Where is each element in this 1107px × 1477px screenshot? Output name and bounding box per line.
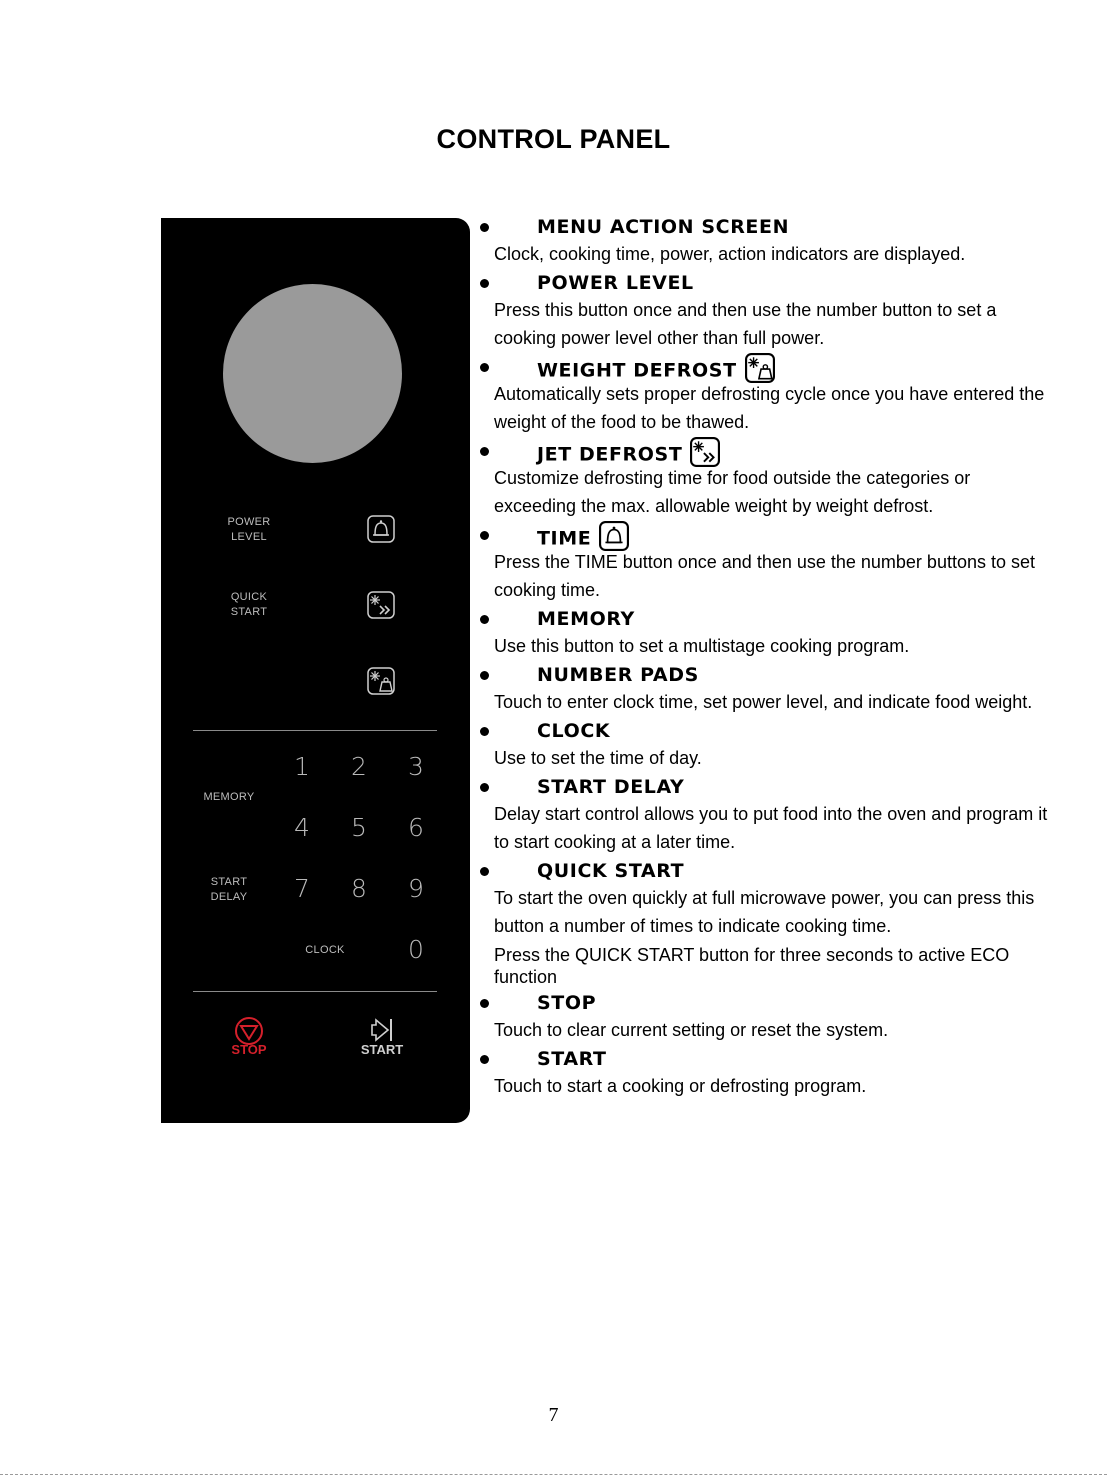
bullet xyxy=(480,867,489,876)
item-description: Automatically sets proper defrosting cycle once you have entered the weight of the food to be thawed. xyxy=(494,384,1045,432)
bullet xyxy=(480,279,489,288)
stop-label: STOP xyxy=(231,1042,267,1057)
item-description: Touch to enter clock time, set power level, and indicate food weight. xyxy=(494,692,1033,712)
bullet xyxy=(480,223,489,232)
control-panel-illustration xyxy=(161,218,470,1123)
bullet xyxy=(480,783,489,792)
item-heading: QUICK START xyxy=(494,856,1054,884)
item-description: To start the oven quickly at full microwave power, you can press this button a number of times to indicate cooking time. xyxy=(494,888,1035,936)
clock-label: CLOCK xyxy=(305,944,345,956)
menu-action-screen xyxy=(223,284,402,463)
bullet xyxy=(480,727,489,736)
key-3: 3 xyxy=(408,752,424,781)
page-edge-line xyxy=(0,1474,1107,1475)
bullet xyxy=(480,999,489,1008)
bullet xyxy=(480,615,489,624)
bullet xyxy=(480,363,489,372)
bullet xyxy=(480,531,489,540)
start-delay-label: START DELAY xyxy=(210,876,248,903)
panel-divider xyxy=(193,730,437,731)
item-description: Customize defrosting time for food outside the categories or exceeding the max. allowable weight by weight defrost. xyxy=(494,468,971,516)
control-descriptions xyxy=(494,212,1054,1100)
jet-defrost-icon xyxy=(690,437,720,467)
key-1: 1 xyxy=(294,752,310,781)
key-9: 9 xyxy=(408,874,424,903)
item-heading: TIME xyxy=(494,520,1054,548)
item-heading: START xyxy=(494,1044,1054,1072)
key-6: 6 xyxy=(408,813,424,842)
item-description: Press the TIME button once and then use the number buttons to set cooking time. xyxy=(494,552,1036,600)
quick-start-eco-note: Press the QUICK START button for three seconds to active ECO function xyxy=(494,945,1010,987)
item-heading: STOP xyxy=(494,988,1054,1016)
item-description: Touch to start a cooking or defrosting program. xyxy=(494,1076,867,1096)
panel-divider xyxy=(193,991,437,992)
weight-defrost-icon xyxy=(745,353,775,383)
bell-icon xyxy=(599,521,629,551)
bullet xyxy=(480,671,489,680)
item-heading: MENU ACTION SCREEN xyxy=(494,212,1054,240)
bell-icon xyxy=(367,515,395,543)
start-icon xyxy=(367,1016,397,1044)
key-4: 4 xyxy=(294,813,310,842)
item-heading: CLOCK xyxy=(494,716,1054,744)
key-0: 0 xyxy=(408,935,424,964)
bullet xyxy=(480,447,489,456)
item-heading: NUMBER PADS xyxy=(494,660,1054,688)
weight-defrost-icon xyxy=(367,667,395,695)
item-description: Touch to clear current setting or reset the system. xyxy=(494,1020,889,1040)
memory-label: MEMORY xyxy=(203,791,255,803)
item-description: Delay start control allows you to put food into the oven and program it to start cooking at a later time. xyxy=(494,804,1048,852)
item-heading: POWER LEVEL xyxy=(494,268,1054,296)
item-description: Press this button once and then use the number button to set a cooking power level other than full power. xyxy=(494,300,997,348)
page-title: CONTROL PANEL xyxy=(436,124,671,154)
item-description: Clock, cooking time, power, action indicators are displayed. xyxy=(494,244,966,264)
item-heading: JET DEFROST xyxy=(494,436,1054,464)
key-2: 2 xyxy=(351,752,367,781)
jet-defrost-icon xyxy=(367,591,395,619)
key-7: 7 xyxy=(294,874,310,903)
key-5: 5 xyxy=(351,813,367,842)
quick-start-label: QUICK START xyxy=(230,591,268,618)
bullet xyxy=(480,1055,489,1064)
item-heading: MEMORY xyxy=(494,604,1054,632)
item-heading: WEIGHT DEFROST xyxy=(494,352,1054,380)
power-level-label: POWER LEVEL xyxy=(227,516,271,543)
page-number: 7 xyxy=(548,1404,559,1426)
item-description: Use this button to set a multistage cooking program. xyxy=(494,636,910,656)
start-label: START xyxy=(360,1042,404,1057)
item-heading: START DELAY xyxy=(494,772,1054,800)
key-8: 8 xyxy=(351,874,367,903)
item-description: Use to set the time of day. xyxy=(494,748,702,768)
